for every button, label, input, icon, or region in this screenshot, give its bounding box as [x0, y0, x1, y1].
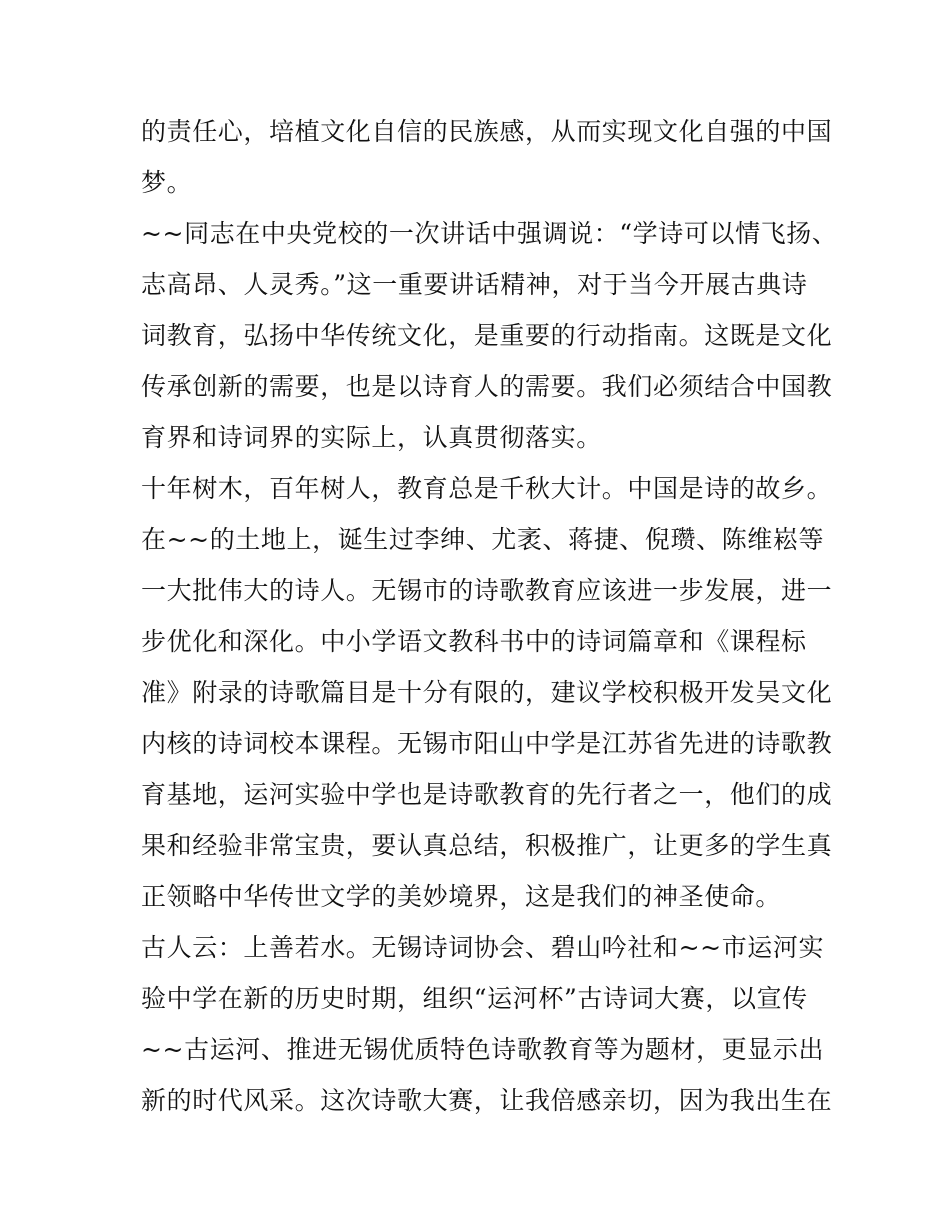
text-line: 育基地，运河实验中学也是诗歌教育的先行者之一，他们的成 [141, 780, 833, 809]
text-line: 梦。 [141, 168, 193, 197]
text-line: 步优化和深化。中小学语文教科书中的诗词篇章和《课程标 [141, 627, 807, 656]
text-line: 词教育，弘扬中华传统文化，是重要的行动指南。这既是文化 [141, 321, 833, 350]
text-line: 古人云：上善若水。无锡诗词协会、碧山吟社和~~市运河实 [141, 933, 825, 962]
text-line: 的责任心，培植文化自信的民族感，从而实现文化自强的中国 [141, 117, 833, 146]
text-line: ~~同志在中央党校的一次讲话中强调说：“学诗可以情飞扬、 [141, 219, 838, 248]
text-line: 十年树木，百年树人，教育总是千秋大计。中国是诗的故乡。 [141, 474, 833, 503]
text-line: 传承创新的需要，也是以诗育人的需要。我们必须结合中国教 [141, 372, 833, 401]
text-line: 果和经验非常宝贵，要认真总结，积极推广，让更多的学生真 [141, 831, 833, 860]
text-line: 内核的诗词校本课程。无锡市阳山中学是江苏省先进的诗歌教 [141, 729, 833, 758]
text-line: 在~~的土地上，诞生过李绅、尤袤、蒋捷、倪瓒、陈维崧等 [141, 525, 825, 554]
text-line: ~~古运河、推进无锡优质特色诗歌教育等为题材，更显示出 [141, 1035, 825, 1064]
text-line: 正领略中华传世文学的美妙境界，这是我们的神圣使命。 [141, 882, 782, 911]
text-line: 准》附录的诗歌篇目是十分有限的，建议学校积极开发吴文化 [141, 678, 833, 707]
text-line: 新的时代风采。这次诗歌大赛，让我倍感亲切，因为我出生在 [141, 1086, 833, 1115]
text-line: 一大批伟大的诗人。无锡市的诗歌教育应该进一步发展，进一 [141, 576, 833, 605]
text-line: 验中学在新的历史时期，组织“运河杯”古诗词大赛，以宣传 [141, 984, 808, 1013]
text-line: 志高昂、人灵秀。”这一重要讲话精神，对于当今开展古典诗 [141, 270, 808, 299]
text-line: 育界和诗词界的实际上，认真贯彻落实。 [141, 423, 602, 452]
body-text [141, 106, 838, 1126]
